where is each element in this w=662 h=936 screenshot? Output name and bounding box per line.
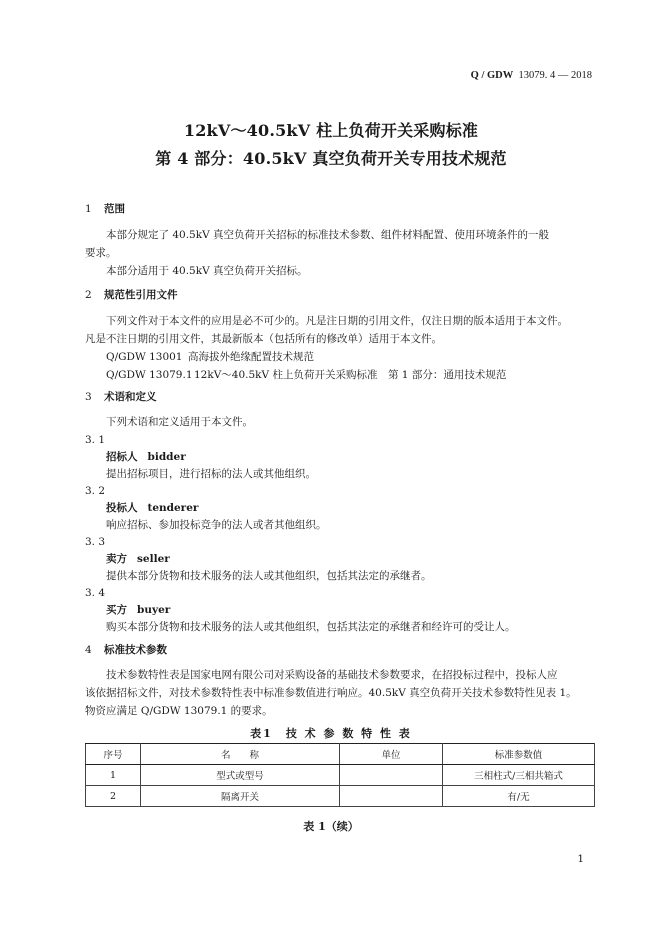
table-row [86, 765, 595, 786]
term-zh: 买方 [106, 604, 127, 616]
term-definition: 提出招标项目，进行招标的法人或其他组织。 [106, 468, 316, 480]
section-4-heading [85, 641, 167, 659]
section-4-para-line3: 物资应满足 Q/GDW 13079.1 的要求。 [85, 705, 273, 717]
section-2-para1-line1: 下列文件对于本文件的应用是必不可少的。凡是注日期的引用文件，仅注日期的版本适用于本文件。 [106, 315, 568, 327]
reference-title: 高海拔外绝缘配置技术规范 [188, 351, 314, 363]
header-cell-no: 序号 [86, 744, 141, 765]
term-en: tenderer [147, 502, 199, 514]
table-caption: 表1 技 术 参 数 特 性 表 [250, 727, 412, 740]
cell-name: 隔离开关 [141, 786, 340, 807]
term-number: 3. 2 [85, 485, 106, 497]
section-number: 2 [85, 289, 92, 301]
standard-number: 13079. 4 — 2018 [518, 70, 592, 81]
cell-value: 三相柱式/三相共箱式 [443, 765, 595, 786]
term-number: 3. 3 [85, 536, 106, 548]
term-heading [106, 550, 170, 568]
document-title-line2: 第 4 部分：40.5kV 真空负荷开关专用技术规范 [155, 149, 507, 168]
cell-name: 型式或型号 [141, 765, 340, 786]
document-header [471, 70, 592, 81]
term-zh: 卖方 [106, 553, 127, 565]
header-cell-value: 标准参数值 [443, 744, 595, 765]
term-number: 3. 1 [85, 434, 106, 446]
section-number: 4 [85, 644, 92, 656]
section-number: 1 [85, 203, 92, 215]
table-continued-caption: 表 1（续） [303, 820, 359, 833]
term-en: seller [137, 553, 170, 565]
term-heading [106, 499, 198, 517]
page-number: 1 [577, 853, 584, 865]
cell-unit [340, 765, 443, 786]
header-cell-name: 名 称 [141, 744, 340, 765]
section-1-para1-line2: 要求。 [85, 247, 117, 259]
section-title: 范围 [104, 203, 125, 215]
section-1-heading [85, 200, 125, 218]
section-title: 术语和定义 [104, 391, 157, 403]
header-cell-unit: 单位 [340, 744, 443, 765]
cell-no: 2 [86, 786, 141, 807]
standard-prefix: Q / GDW [470, 70, 514, 81]
term-zh: 招标人 [106, 451, 138, 463]
term-definition: 提供本部分货物和技术服务的法人或其他组织，包括其法定的承继者。 [106, 570, 432, 582]
document-title-line1: 12kV～40.5kV 柱上负荷开关采购标准 [183, 121, 479, 140]
table-row [86, 786, 595, 807]
section-number: 3 [85, 391, 92, 403]
reference-code: Q/GDW 13001 [106, 351, 183, 363]
section-4-para-line1: 技术参数特性表是国家电网有限公司对采购设备的基础技术参数要求，在招投标过程中，投标人应 [106, 669, 558, 681]
term-heading [106, 601, 170, 619]
reference-item [106, 348, 314, 366]
section-1-para1-line1: 本部分规定了 40.5kV 真空负荷开关招标的标准技术参数、组件材料配置、使用环境条件的一般 [106, 229, 549, 241]
term-number: 3. 4 [85, 587, 106, 599]
term-en: buyer [137, 604, 171, 616]
table-header-row [86, 744, 595, 765]
section-title: 标准技术参数 [104, 644, 167, 656]
reference-code: Q/GDW 13079.1 [106, 369, 193, 381]
section-title: 规范性引用文件 [104, 289, 178, 301]
term-definition: 响应招标、参加投标竞争的法人或者其他组织。 [106, 519, 327, 531]
term-heading [106, 448, 186, 466]
term-en: bidder [147, 451, 186, 463]
term-definition: 购买本部分货物和技术服务的法人或其他组织，包括其法定的承继者和经许可的受让人。 [106, 621, 516, 633]
term-zh: 投标人 [106, 502, 138, 514]
section-3-intro: 下列术语和定义适用于本文件。 [106, 416, 253, 428]
section-1-para2: 本部分适用于 40.5kV 真空负荷开关招标。 [106, 265, 308, 277]
reference-item [106, 366, 506, 384]
section-3-heading [85, 388, 157, 406]
cell-value: 有/无 [443, 786, 595, 807]
cell-unit [340, 786, 443, 807]
spec-table [85, 743, 595, 807]
section-4-para-line2: 该依据招标文件，对技术参数特性表中标准参数值进行响应。40.5kV 真空负荷开关技术参数特性见表 1。 [85, 687, 577, 699]
section-2-para1-line2: 凡是不注日期的引用文件，其最新版本（包括所有的修改单）适用于本文件。 [85, 333, 442, 345]
cell-no: 1 [86, 765, 141, 786]
reference-title: 12kV～40.5kV 柱上负荷开关采购标准 第 1 部分：通用技术规范 [194, 369, 507, 381]
section-2-heading [85, 286, 178, 304]
